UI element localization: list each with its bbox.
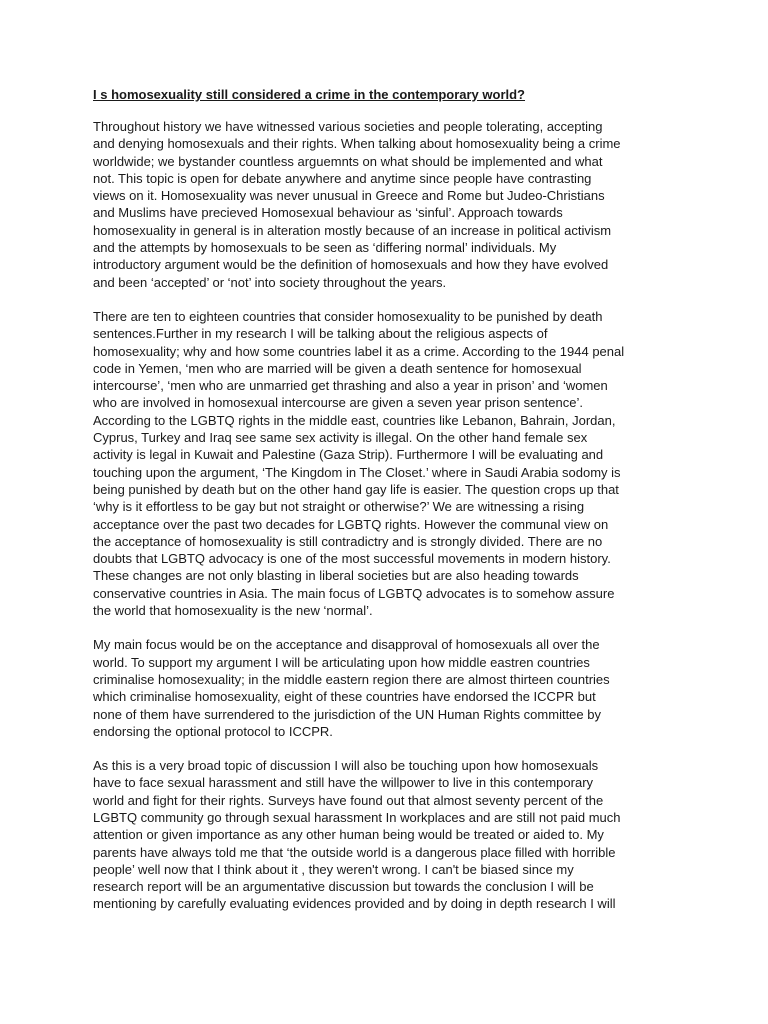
text-line: being punished by death but on the other hand gay life is easier. The question crops up that [93,481,619,497]
document-title: I s homosexuality still considered a crime in the contemporary world? [93,87,526,102]
text-line: the world that homosexuality is the new ‘normal’. [93,603,373,619]
text-line: none of them have surrendered to the jurisdiction of the UN Human Rights committee by [93,706,601,722]
text-line: introductory argument would be the definition of homosexuals and how they have evolved [93,257,609,273]
text-line: world and fight for their rights. Surveys have found out that almost seventy percent of the [93,792,604,808]
text-line: worldwide; we bystander countless arguemnts on what should be implemented and what [93,153,603,169]
text-line: criminalise homosexuality; in the middle eastern region there are almost thirteen countries [93,671,610,687]
paragraph [93,636,673,740]
paragraph-list [93,118,673,913]
text-line: mentioning by carefully evaluating evidences provided and by doing in depth research I will [93,896,616,912]
text-line: ‘why is it effortless to be gay but not straight or otherwise?’ We are witnessing a rising [93,499,585,515]
text-line: not. This topic is open for debate anywhere and anytime since people have contrasting [93,170,592,186]
text-line: endorsing the optional protocol to ICCPR. [93,723,333,739]
text-line: Throughout history we have witnessed various societies and people tolerating, accepting [93,119,603,134]
text-line: which criminalise homosexuality, eight of these countries have endorsed the ICCPR but [93,689,596,705]
text-line: homosexuality; why and how some countries label it as a crime. According to the 1944 penal [93,343,625,359]
text-line: views on it. Homosexuality was never unusual in Greece and Rome but Judeo-Christians [93,188,605,204]
text-line: There are ten to eighteen countries that consider homosexuality to be punished by death [93,308,603,324]
text-line: attention or given importance as any other human being would be treated or aided to. My [93,827,604,843]
text-line: and Muslims have precieved Homosexual behaviour as ‘sinful’. Approach towards [93,205,563,221]
document-body [93,86,673,930]
text-line: and the attempts by homosexuals to be seen as ‘differing normal’ individuals. My [93,240,557,256]
text-line: According to the LGBTQ rights in the middle east, countries like Lebanon, Bahrain, Jordan, [93,412,616,428]
text-line: research report will be an argumentative discussion but towards the conclusion I will be [93,879,594,895]
text-line: As this is a very broad topic of discussion I will also be touching upon how homosexuals [93,758,599,774]
text-line: touching upon the argument, ‘The Kingdom in The Closet.’ where in Saudi Arabia sodomy is [93,464,621,480]
text-line: sentences.Further in my research I will be talking about the religious aspects of [93,326,548,342]
text-line: homosexuality in general is in alteration mostly because of an increase in political activism [93,222,612,238]
text-line: My main focus would be on the acceptance and disapproval of homosexuals all over the [93,637,600,653]
text-line: Cyprus, Turkey and Iraq see same sex activity is illegal. On the other hand female sex [93,430,588,446]
text-line: have to face sexual harassment and still have the willpower to live in this contemporary [93,775,594,791]
text-line: LGBTQ community go through sexual harassment In workplaces and are still not paid much [93,809,621,825]
paragraph [93,757,673,913]
paragraph [93,118,673,291]
text-line: parents have always told me that ‘the outside world is a dangerous place filled with horrible [93,844,616,860]
text-line: acceptance over the past two decades for LGBTQ rights. However the communal view on [93,516,609,532]
text-line: who are involved in homosexual intercourse are given a seven year prison sentence’. [93,395,583,411]
text-line: intercourse’, ‘men who are unmarried get thrashing and also a year in prison’ and ‘women [93,378,608,394]
text-line: and been ‘accepted’ or ‘not’ into society throughout the years. [93,274,447,290]
text-line: doubts that LGBTQ advocacy is one of the most successful movements in modern history. [93,551,611,567]
text-line: These changes are not only blasting in liberal societies but are also heading towards [93,568,579,584]
text-line: and denying homosexuals and their rights. When talking about homosexuality being a crime [93,136,621,152]
paragraph [93,308,673,619]
text-line: world. To support my argument I will be articulating upon how middle eastren countries [93,654,590,670]
text-line: activity is legal in Kuwait and Palestine (Gaza Strip). Furthermore I will be evaluating and [93,447,604,463]
text-line: people’ well now that I think about it , they weren't wrong. I can't be biased since my [93,861,574,877]
text-line: code in Yemen, ‘men who are married will be given a death sentence for homosexual [93,360,582,376]
text-line: conservative countries in Asia. The main focus of LGBTQ advocates is to somehow assure [93,585,615,601]
text-line: the acceptance of homosexuality is still contradictry and is strongly divided. There are no [93,533,603,549]
